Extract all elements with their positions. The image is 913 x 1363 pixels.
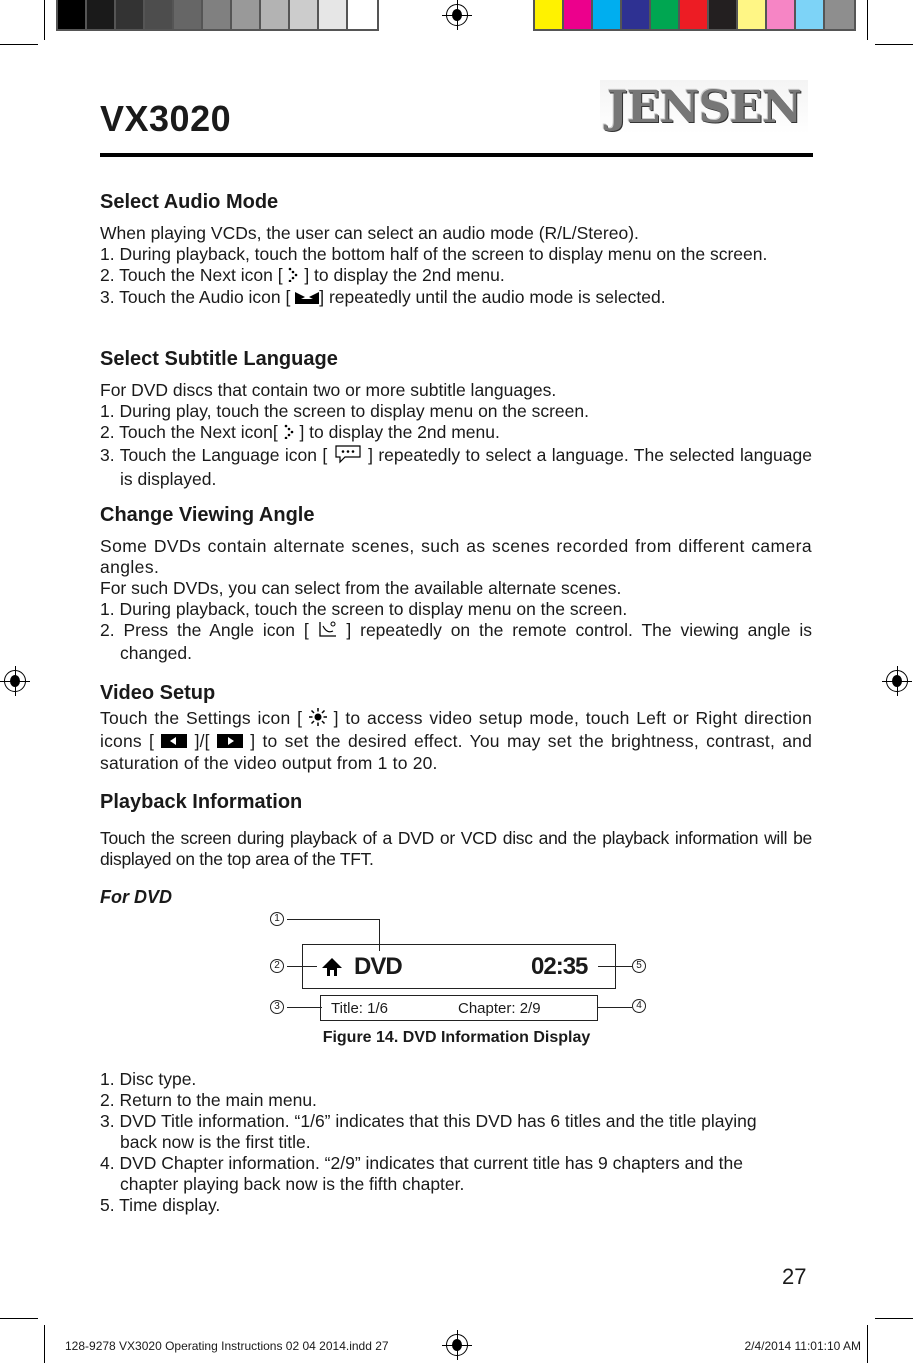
callout-line — [287, 1007, 322, 1008]
section-heading: Playback Information — [100, 791, 303, 813]
page-number: 27 — [782, 1264, 807, 1289]
color-swatch — [58, 0, 87, 29]
registration-mark-icon — [4, 670, 26, 692]
next-icon — [283, 423, 295, 444]
header-rule — [100, 153, 813, 157]
disc-type: DVD — [354, 953, 402, 980]
angle-icon — [318, 620, 338, 643]
next-icon — [287, 266, 299, 287]
crop-mark — [44, 1325, 45, 1363]
section-playback-info — [100, 790, 812, 870]
callout-number: 3 — [270, 1000, 284, 1014]
text: ]/[ — [194, 731, 210, 751]
paragraph: For DVD discs that contain two or more subtitle languages. — [100, 380, 557, 400]
color-swatch — [564, 0, 593, 29]
registration-mark-icon — [886, 670, 908, 692]
color-swatch — [87, 0, 116, 29]
language-icon — [333, 444, 363, 469]
section-viewing-angle — [100, 503, 812, 664]
text: 3. Touch the Audio icon [ — [100, 286, 291, 307]
list-item: 1. Disc type. — [100, 1069, 197, 1089]
color-swatch — [709, 0, 738, 29]
list-item: 2. Return to the main menu. — [100, 1090, 317, 1110]
color-swatch — [174, 0, 203, 29]
color-swatch — [116, 0, 145, 29]
section-subtitle-language — [100, 347, 812, 490]
color-swatch — [535, 0, 564, 29]
text: 2. Touch the Next icon[ — [100, 422, 278, 442]
crop-mark — [867, 0, 868, 40]
color-swatch — [622, 0, 651, 29]
color-swatch — [319, 0, 348, 29]
footer-timestamp: 2/4/2014 11:01:10 AM — [744, 1339, 861, 1353]
registration-mark-icon — [446, 4, 468, 26]
callout-number: 1 — [270, 912, 284, 926]
figure-label: For DVD — [100, 887, 172, 907]
color-swatch — [232, 0, 261, 29]
list-item: 4. DVD Chapter information. “2/9” indicates that current title has 9 chapters and the chapter playing back now is the fifth chapter. — [100, 1153, 743, 1194]
section-heading: Select Subtitle Language — [100, 348, 338, 370]
home-icon — [322, 958, 342, 981]
color-swatch — [203, 0, 232, 29]
color-swatch — [593, 0, 622, 29]
text: ] to set the desired effect. You may set the brightness, contrast, and saturation of the video output from 1 to 20. — [100, 731, 813, 773]
registration-mark-icon — [446, 1334, 468, 1356]
section-heading: Video Setup — [100, 682, 216, 704]
callout-number: 4 — [632, 999, 646, 1013]
list-item: 1. During playback, touch the screen to display menu on the screen. — [100, 599, 628, 619]
text: Touch the Settings icon [ — [100, 708, 303, 729]
color-swatch — [261, 0, 290, 29]
cmyk-color-bar — [533, 0, 856, 31]
callout-line — [287, 919, 380, 920]
list-item — [100, 287, 812, 309]
settings-sun-icon — [309, 708, 327, 731]
footer-file-name: 128-9278 VX3020 Operating Instructions 02 04 2014.indd 27 — [65, 1339, 389, 1353]
callout-line — [598, 966, 632, 967]
list-item: 3. DVD Title information. “1/6” indicates that this DVD has 6 titles and the title playing back now is the first title. — [100, 1111, 757, 1152]
left-arrow-icon — [161, 732, 187, 753]
crop-mark — [44, 0, 45, 40]
text: 3. Touch the Language icon [ — [100, 445, 328, 465]
right-arrow-icon — [217, 732, 243, 753]
figure-caption: Figure 14. DVD Information Display — [322, 1029, 591, 1046]
callout-number: 2 — [270, 959, 284, 973]
title-info: Title: 1/6 — [331, 1000, 388, 1017]
jensen-logo: JENSEN — [600, 80, 808, 134]
text: ] to display the 2nd menu. — [304, 265, 505, 285]
crop-mark — [0, 1318, 38, 1319]
paragraph: For such DVDs, you can select from the available alternate scenes. — [100, 578, 622, 598]
color-swatch — [348, 0, 377, 29]
color-swatch — [651, 0, 680, 29]
paragraph: Touch the screen during playback of a DVD or VCD disc and the playback information will be displayed on the top area of the TFT. — [100, 828, 812, 869]
list-item — [100, 265, 812, 287]
time-display: 02:35 — [531, 953, 588, 980]
section-heading: Select Audio Mode — [100, 191, 279, 213]
audio-icon — [295, 288, 319, 309]
color-swatch — [825, 0, 854, 29]
section-video-setup — [100, 681, 812, 774]
color-swatch — [796, 0, 825, 29]
text: ] repeatedly on the remote control. The viewing angle is changed. — [120, 620, 812, 663]
crop-mark — [875, 44, 913, 45]
callout-line — [598, 1007, 632, 1008]
gray-color-bar — [56, 0, 379, 31]
list-item: 1. During play, touch the screen to display menu on the screen. — [100, 401, 589, 421]
text: 2. Press the Angle icon [ — [100, 620, 309, 641]
paragraph: Some DVDs contain alternate scenes, such as scenes recorded from different camera angles. — [100, 536, 812, 577]
callout-number: 5 — [632, 959, 646, 973]
text: ] repeatedly until the audio mode is selected. — [319, 286, 666, 307]
list-item: 1. During playback, touch the bottom half of the screen to display menu on the screen. — [100, 244, 768, 264]
figure-legend — [100, 1069, 812, 1216]
callout-line — [379, 919, 380, 951]
section-audio-mode — [100, 190, 812, 309]
color-swatch — [767, 0, 796, 29]
list-item — [100, 422, 812, 444]
paragraph: When playing VCDs, the user can select an audio mode (R/L/Stereo). — [100, 223, 639, 243]
crop-mark — [867, 1325, 868, 1363]
text: ] to display the 2nd menu. — [299, 422, 500, 442]
paragraph — [100, 708, 812, 774]
crop-mark — [875, 1318, 913, 1319]
text: ] to access video setup mode, touch Left or Right direction icons [ — [100, 708, 813, 751]
color-swatch — [145, 0, 174, 29]
section-heading: Change Viewing Angle — [100, 504, 315, 526]
list-item — [100, 620, 812, 664]
text: ] repeatedly to select a language. The selected language is displayed. — [120, 445, 812, 489]
crop-mark — [0, 44, 38, 45]
list-item: 5. Time display. — [100, 1195, 221, 1215]
color-swatch — [738, 0, 767, 29]
list-item — [100, 444, 812, 490]
callout-line — [287, 966, 317, 967]
model-title: VX3020 — [100, 98, 232, 139]
color-swatch — [290, 0, 319, 29]
text: 2. Touch the Next icon [ — [100, 265, 283, 285]
color-swatch — [680, 0, 709, 29]
chapter-info: Chapter: 2/9 — [458, 1000, 541, 1017]
